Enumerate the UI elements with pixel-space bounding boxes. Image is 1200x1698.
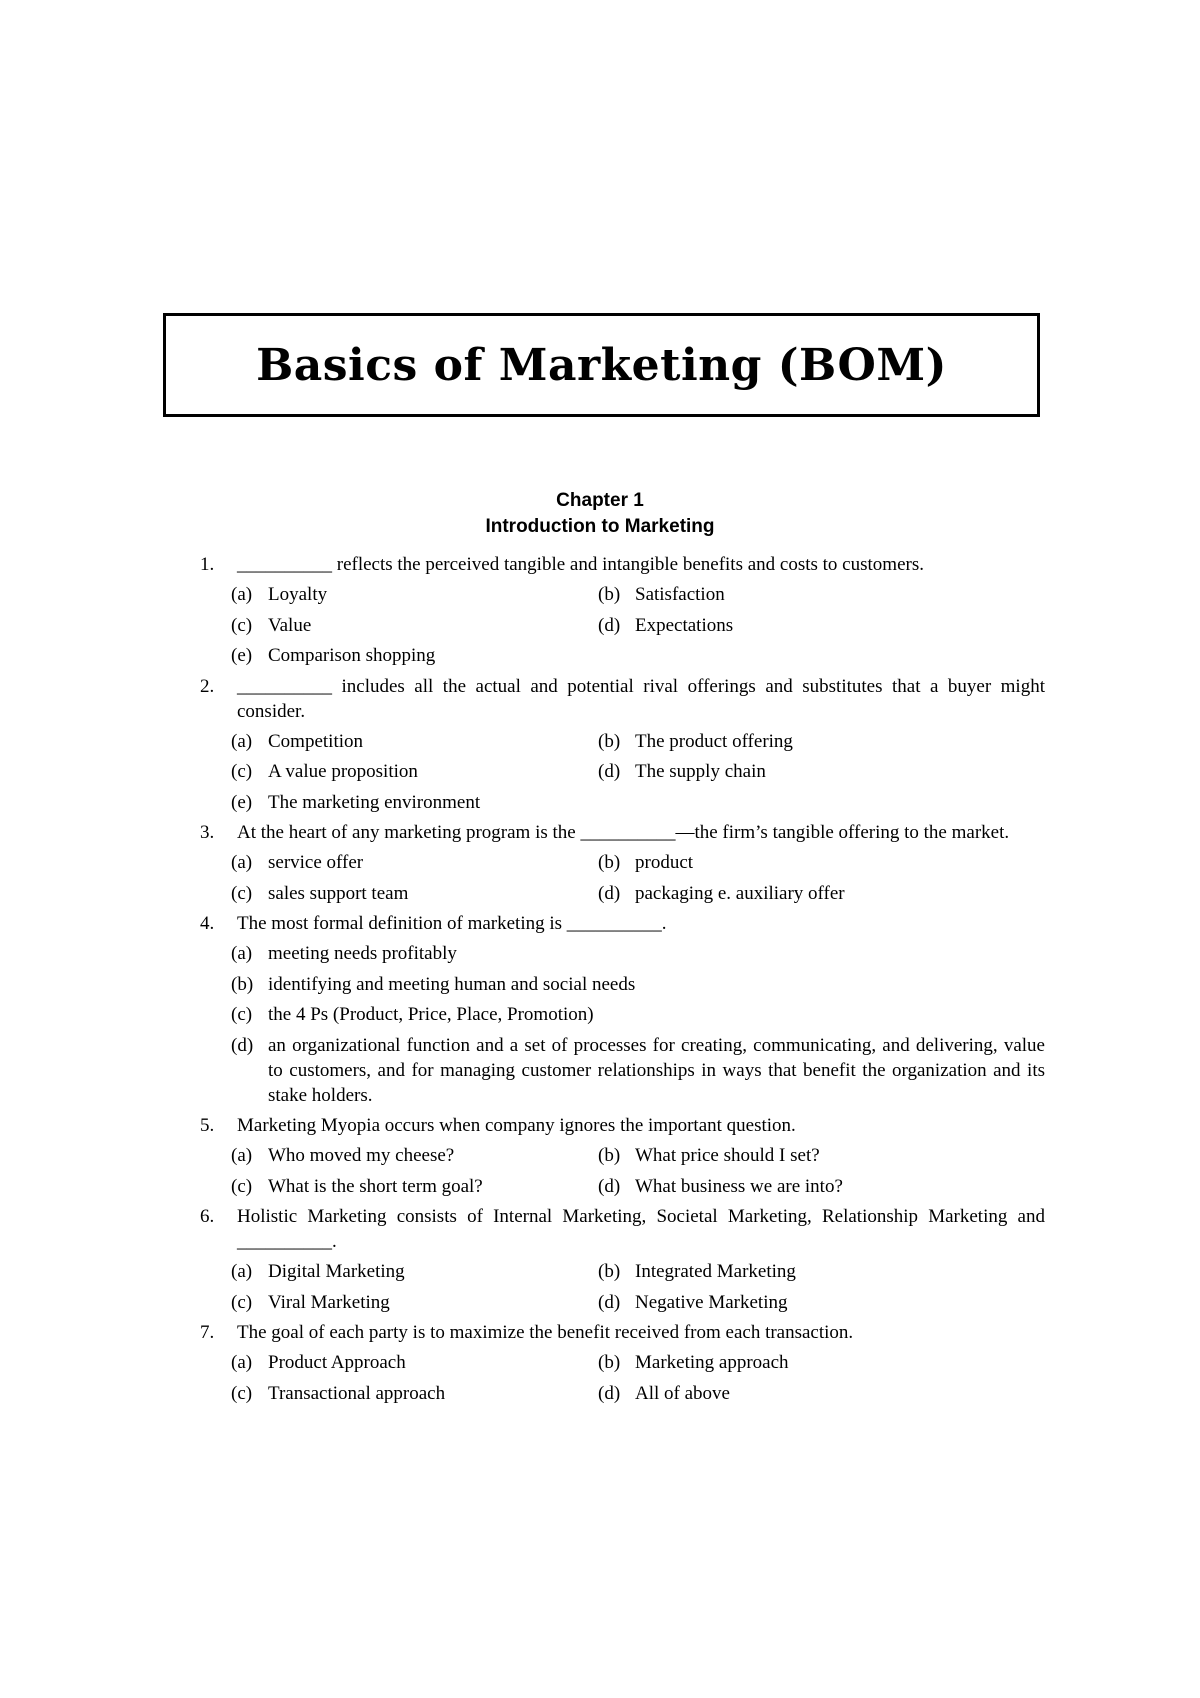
option-letter: (a) [231, 730, 253, 752]
option-letter: (c) [231, 882, 253, 904]
option-letter: (a) [231, 1145, 253, 1166]
answer-option [231, 1290, 598, 1315]
option-letter: (b) [598, 1352, 621, 1373]
question-number: 5. [200, 1115, 215, 1136]
option-letter: (d) [598, 1291, 621, 1313]
option-text: What price should I set? [635, 1145, 820, 1166]
option-text: sales support team [268, 882, 409, 904]
option-letter: (a) [231, 852, 253, 873]
answer-option [231, 850, 598, 875]
option-letter: (a) [231, 943, 253, 964]
option-group [231, 1350, 1045, 1411]
option-text: The marketing environment [268, 791, 481, 813]
answer-option [231, 729, 598, 754]
question-stem [200, 820, 1045, 845]
question-text: Marketing Myopia occurs when company ignores the important question. [237, 1115, 796, 1136]
option-text: A value proposition [268, 761, 418, 782]
option-text: meeting needs profitably [268, 943, 457, 964]
option-text: Who moved my cheese? [268, 1145, 455, 1166]
answer-option [598, 1259, 1045, 1284]
answer-option [231, 972, 1045, 997]
option-letter: (b) [231, 973, 254, 995]
option-text: the 4 Ps (Product, Price, Place, Promotion) [268, 1004, 594, 1025]
question-stem [200, 1320, 1045, 1345]
option-text: All of above [635, 1382, 730, 1404]
document-title: Basics of Marketing (BOM) [256, 339, 947, 391]
question-item [200, 911, 1045, 1108]
option-text: Satisfaction [635, 584, 725, 605]
option-letter: (d) [598, 614, 621, 636]
question-text: At the heart of any marketing program is the __________—the firm’s tangible offering to the market. [237, 822, 1010, 843]
question-stem [200, 674, 1045, 724]
option-letter: (d) [598, 761, 621, 782]
question-number: 1. [200, 554, 215, 575]
option-text: an organizational function and a set of processes for creating, communicating, and delivering, value to customers, and for managing customer relationships in ways that benefit the organization and its stake holders. [268, 1034, 1045, 1106]
option-text: The product offering [635, 730, 793, 752]
answer-option [231, 1143, 598, 1168]
option-group [231, 850, 1045, 911]
answer-option [231, 1381, 598, 1406]
question-text: __________ includes all the actual and potential rival offerings and substitutes that a buyer might consider. [237, 675, 1045, 722]
question-stem [200, 911, 1045, 936]
answer-option [231, 613, 598, 638]
option-text: Transactional approach [268, 1382, 446, 1404]
question-item [200, 1320, 1045, 1411]
option-text: Product Approach [268, 1352, 406, 1373]
question-text: Holistic Marketing consists of Internal Marketing, Societal Marketing, Relationship Marketing and __________. [237, 1206, 1045, 1252]
question-number: 6. [200, 1206, 215, 1227]
answer-option [598, 582, 1045, 607]
option-group [231, 729, 1045, 821]
option-letter: (d) [598, 1175, 621, 1197]
chapter-title: Introduction to Marketing [485, 516, 715, 537]
option-group [231, 582, 1045, 674]
answer-option [598, 1290, 1045, 1315]
option-letter: (a) [231, 1352, 253, 1373]
option-text: Digital Marketing [268, 1261, 405, 1282]
answer-option [231, 1350, 598, 1375]
option-letter: (d) [231, 1034, 254, 1056]
title-box [163, 313, 1040, 417]
option-text: The supply chain [635, 761, 766, 782]
answer-option [231, 941, 1045, 966]
answer-option [231, 759, 598, 784]
answer-option [231, 643, 598, 668]
question-item [200, 1204, 1045, 1320]
question-item [200, 820, 1045, 911]
option-letter: (e) [231, 791, 253, 813]
answer-option [598, 1174, 1045, 1199]
option-letter: (d) [598, 1382, 621, 1404]
option-letter: (c) [231, 1175, 253, 1197]
question-stem [200, 552, 1045, 577]
question-text: __________ reflects the perceived tangible and intangible benefits and costs to customers. [237, 554, 924, 575]
answer-option [598, 613, 1045, 638]
answer-option [231, 1002, 1045, 1027]
question-stem [200, 1204, 1045, 1254]
answer-option [598, 759, 1045, 784]
option-group [231, 941, 1045, 1108]
option-letter: (c) [231, 1004, 253, 1025]
answer-option [598, 881, 1045, 906]
answer-option [231, 1174, 598, 1199]
question-number: 7. [200, 1322, 215, 1343]
question-number: 2. [200, 675, 215, 697]
option-letter: (b) [598, 1261, 621, 1282]
answer-option [231, 1033, 1045, 1108]
question-text: The goal of each party is to maximize the benefit received from each transaction. [237, 1322, 854, 1343]
option-letter: (b) [598, 852, 621, 873]
answer-option [598, 1381, 1045, 1406]
option-letter: (c) [231, 614, 253, 636]
option-text: product [635, 852, 694, 873]
option-letter: (b) [598, 730, 621, 752]
question-stem [200, 1113, 1045, 1138]
option-letter: (b) [598, 584, 621, 605]
question-item [200, 1113, 1045, 1204]
option-letter: (d) [598, 882, 621, 904]
answer-option [598, 729, 1045, 754]
question-number: 4. [200, 913, 215, 934]
option-text: Expectations [635, 614, 734, 636]
question-text: The most formal definition of marketing is __________. [237, 913, 667, 934]
option-group [231, 1143, 1045, 1204]
chapter-label: Chapter 1 [556, 490, 644, 511]
answer-option [598, 1350, 1045, 1375]
option-text: Comparison shopping [268, 645, 436, 666]
option-text: Value [268, 614, 312, 636]
question-item [200, 552, 1045, 674]
answer-option [231, 881, 598, 906]
question-number: 3. [200, 822, 215, 843]
answer-option [231, 790, 598, 815]
question-item [200, 674, 1045, 821]
option-letter: (e) [231, 645, 253, 666]
option-text: Viral Marketing [268, 1291, 390, 1313]
option-text: Negative Marketing [635, 1291, 788, 1313]
question-list [200, 552, 1045, 1411]
answer-option [598, 850, 1045, 875]
option-letter: (b) [598, 1145, 621, 1166]
option-text: Marketing approach [635, 1352, 789, 1373]
option-text: What is the short term goal? [268, 1175, 483, 1197]
answer-option [598, 1143, 1045, 1168]
answer-option [231, 582, 598, 607]
option-text: service offer [268, 852, 364, 873]
option-letter: (c) [231, 1291, 253, 1313]
option-letter: (a) [231, 584, 253, 605]
option-text: Loyalty [268, 584, 328, 605]
answer-option [231, 1259, 598, 1284]
option-group [231, 1259, 1045, 1320]
option-letter: (c) [231, 1382, 253, 1404]
option-letter: (a) [231, 1261, 253, 1282]
option-text: Competition [268, 730, 363, 752]
option-letter: (c) [231, 761, 253, 782]
option-text: Integrated Marketing [635, 1261, 796, 1282]
option-text: What business we are into? [635, 1175, 843, 1197]
option-text: identifying and meeting human and social needs [268, 973, 636, 995]
option-text: packaging e. auxiliary offer [635, 882, 845, 904]
